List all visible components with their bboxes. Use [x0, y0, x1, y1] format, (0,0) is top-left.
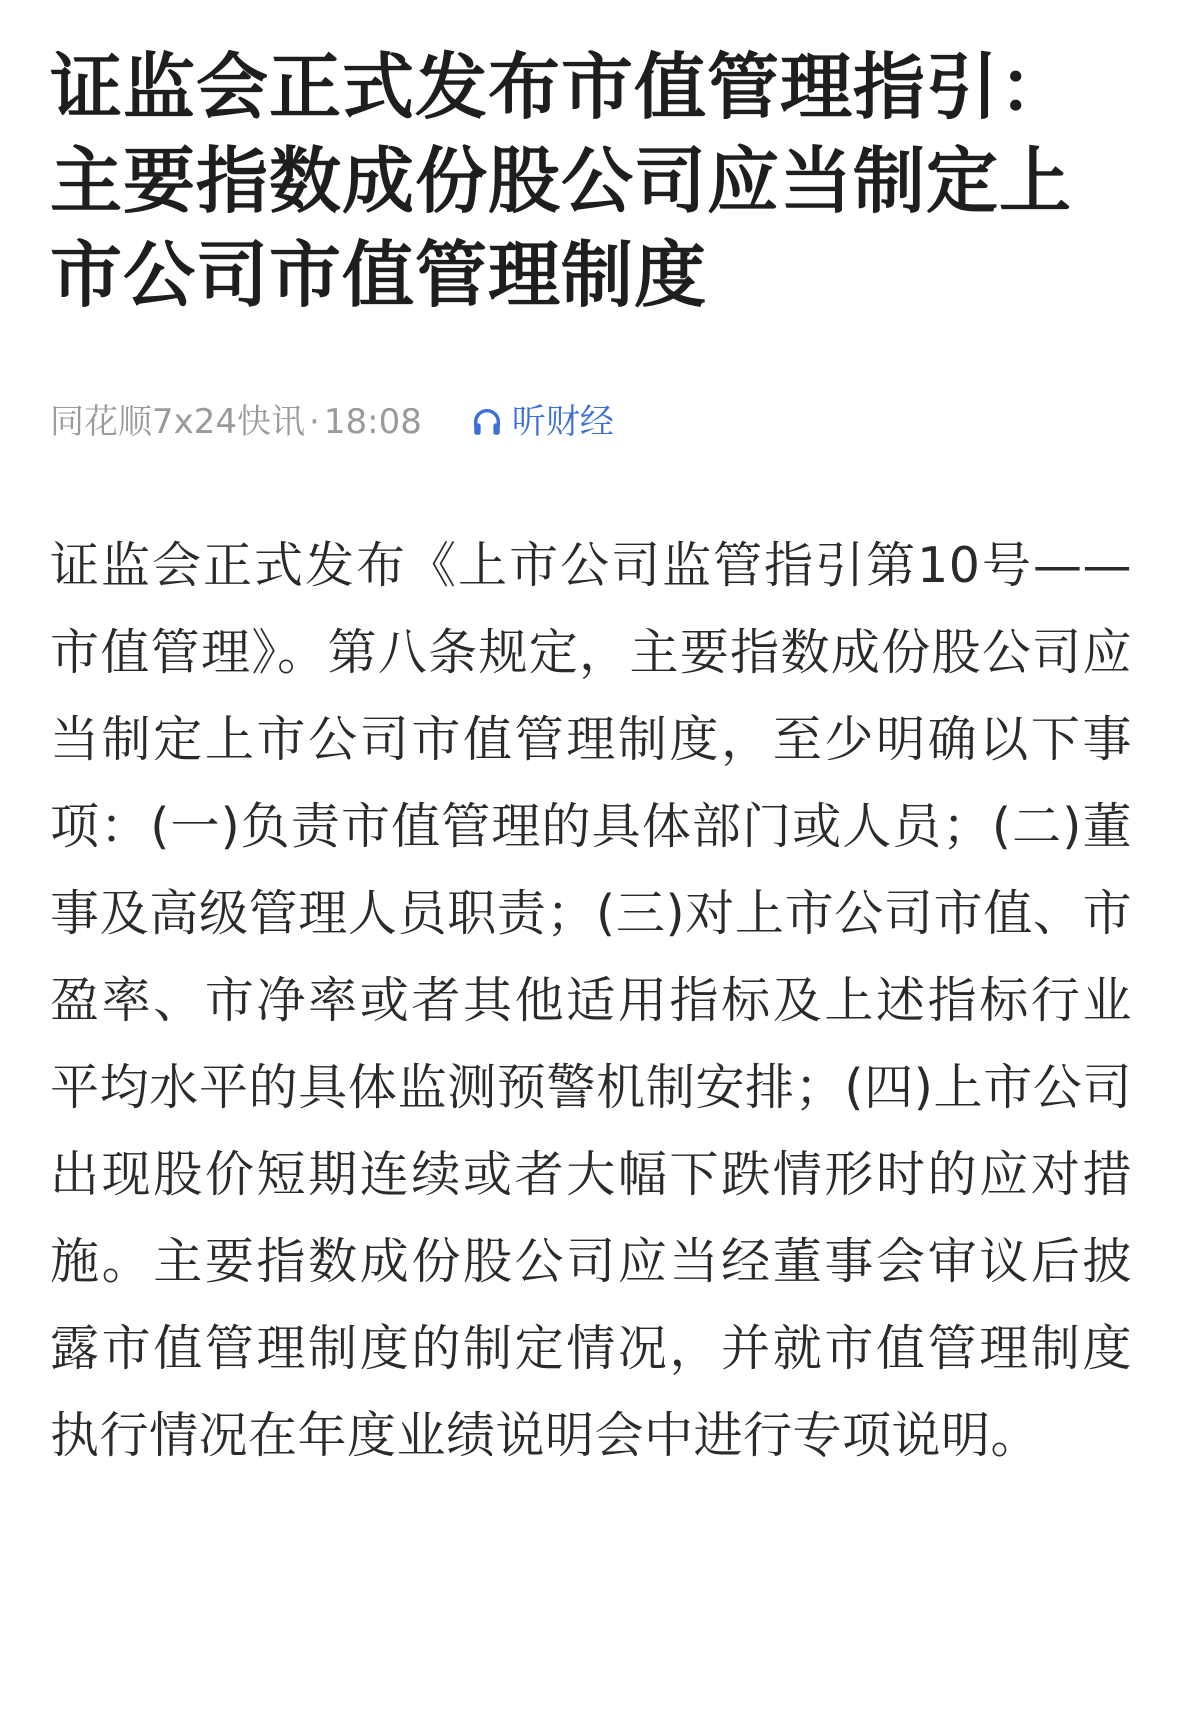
article-meta — [50, 400, 1132, 444]
headphones-icon — [470, 405, 504, 439]
publish-time: 18:08 — [323, 402, 422, 442]
article-title: 证监会正式发布市值管理指引：主要指数成份股公司应当制定上市公司市值管理制度 — [50, 45, 1073, 317]
meta-separator: · — [309, 402, 320, 442]
article-body: 证监会正式发布《上市公司监管指引第10号——市值管理》。第八条规定，主要指数成份股公司应当制定上市公司市值管理制度，至少明确以下事项：(一)负责市值管理的具体部门或人员；(二)董事及高级管理人员职责；(三)对上市公司市值、市盈率、市净率或者其他适用指标及上述指标行业平均水平的具体监测预警机制安排；(四)上市公司出现股价短期连续或者大幅下跌情形时的应对措施。主要指数成份股公司应当经董事会审议后披露市值管理制度的制定情况，并就市值管理制度执行情况在年度业绩说明会中进行专项说明。 — [50, 537, 1132, 1464]
article — [50, 40, 1132, 1479]
news-source: 同花顺7x24快讯 — [50, 402, 306, 442]
listen-button[interactable] — [470, 400, 614, 444]
listen-label: 听财经 — [511, 402, 614, 442]
